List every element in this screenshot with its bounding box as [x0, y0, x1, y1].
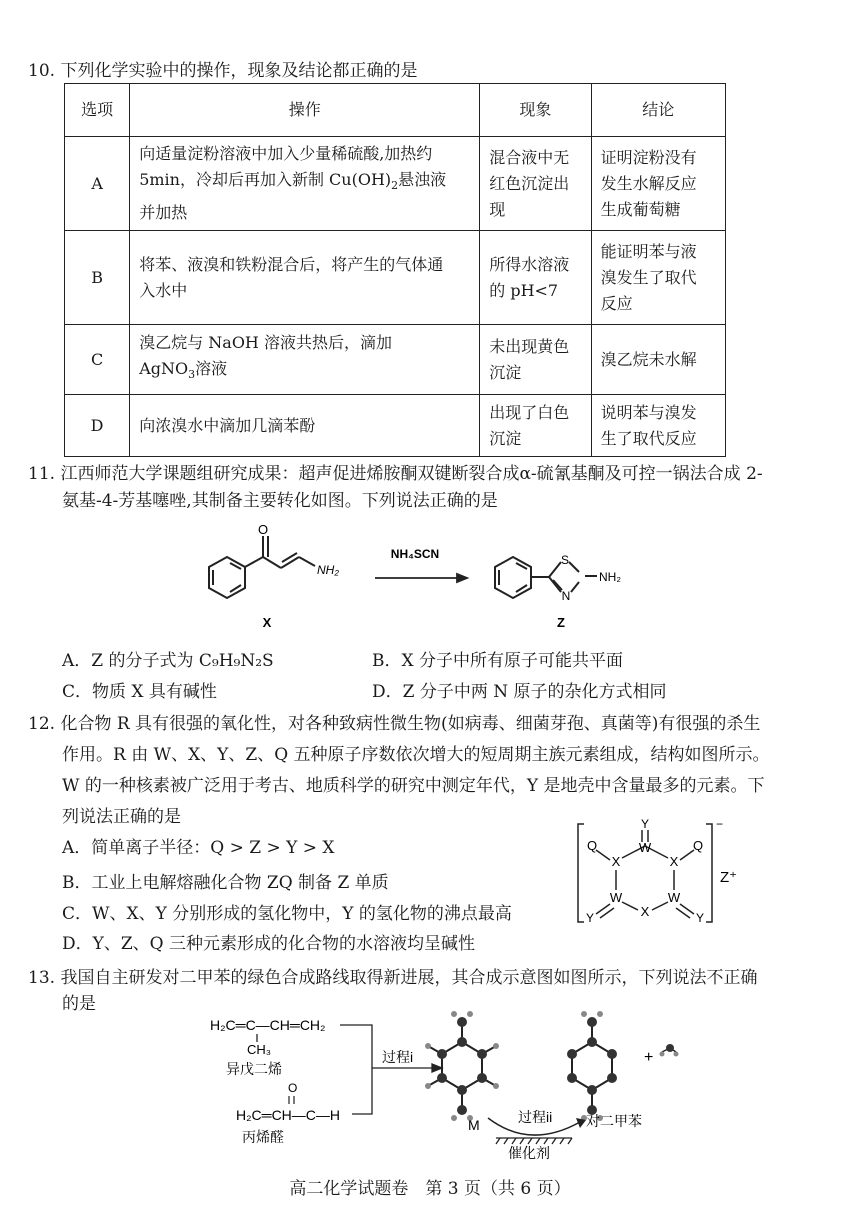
atom-w-top: W — [638, 840, 652, 855]
acrolein-oxygen: O — [288, 1081, 298, 1095]
m-label: M — [468, 1117, 480, 1133]
isoprene-ch3: CH₃ — [247, 1042, 272, 1057]
q12-stem-line4: 列说法正确的是 — [62, 807, 181, 827]
row-operation: 将苯、液溴和铁粉混合后，将产生的气体通 入水中 — [130, 231, 480, 325]
atom-w-right: W — [667, 890, 681, 905]
page-footer: 高二化学试题卷 第 3 页（共 6 页） — [289, 1179, 571, 1199]
table-row — [65, 137, 726, 231]
row-phenomenon: 所得水溶液 的 pH<7 — [480, 231, 591, 325]
table-row — [65, 395, 726, 457]
row-phenomenon: 未出现黄色 沉淀 — [480, 325, 591, 395]
reagent-label: NH₄SCN — [390, 547, 440, 561]
atom-y-right: Y — [695, 911, 705, 925]
q11-stem-line1: 11. 江西师范大学课题组研究成果：超声促进烯胺酮双键断裂合成α-硫氰基酮及可控一锅法合成 2- — [28, 464, 763, 484]
q12-option-a: A．简单离子半径：Q > Z > Y > X — [62, 838, 335, 858]
q11-reaction-scheme — [195, 522, 655, 632]
q12-stem-line3: W 的一种核素被广泛用于考古、地质科学的研究中测定年代，Y 是地壳中含量最多的元素。下 — [62, 776, 765, 796]
atom-y-top: Y — [640, 818, 650, 831]
row-conclusion: 溴乙烷未水解 — [591, 325, 725, 395]
q10-stem: 10. 下列化学实验中的操作，现象及结论都正确的是 — [28, 61, 418, 81]
catalyst-surface — [496, 1138, 572, 1144]
q12-option-b: B．工业上电解熔融化合物 ZQ 制备 Z 单质 — [62, 873, 389, 893]
acrolein-name: 丙烯醛 — [242, 1129, 284, 1145]
table-header-row — [65, 84, 726, 137]
atom-x-bottom: X — [640, 904, 650, 919]
q12-structure — [570, 818, 770, 930]
x-nh2-label: NH₂ — [317, 563, 339, 577]
row-option: C — [65, 325, 130, 395]
catalyst-label: 催化剂 — [508, 1145, 550, 1160]
atom-q-left: Q — [586, 838, 598, 853]
row-operation: 向浓溴水中滴加几滴苯酚 — [130, 395, 480, 457]
q11-option-c: C．物质 X 具有碱性 — [62, 682, 217, 702]
q12-option-d: D．Y、Z、Q 三种元素形成的化合物的水溶液均呈碱性 — [62, 934, 476, 954]
q11-stem-line2: 氨基-4-芳基噻唑,其制备主要转化如图。下列说法正确的是 — [62, 491, 498, 511]
row-operation: 溴乙烷与 NaOH 溶液共热后，滴加 AgNO$_3$溶液 — [130, 325, 480, 395]
table-row — [65, 231, 726, 325]
z-nh2-label: NH₂ — [599, 570, 621, 584]
merge-bracket — [340, 1025, 442, 1114]
header-option: 选项 — [65, 84, 130, 137]
ring-sulfur: S — [560, 553, 570, 567]
process-ii-label: 过程ii — [518, 1109, 553, 1125]
q12-stem-line1: 12. 化合物 R 具有很强的氧化性，对各种致病性微生物(如病毒、细菌芽孢、真菌等)有很强的杀生 — [28, 714, 761, 734]
row-conclusion: 证明淀粉没有 发生水解反应 生成葡萄糖 — [591, 137, 725, 231]
row-option: A — [65, 137, 130, 231]
atom-x-left: X — [611, 854, 621, 869]
cation-label: Z⁺ — [720, 869, 738, 886]
atom-y-left: Y — [585, 911, 595, 925]
row-conclusion: 能证明苯与液 溴发生了取代 反应 — [591, 231, 725, 325]
water-molecule — [660, 1044, 679, 1057]
p-xylene-label: 对二甲苯 — [586, 1113, 642, 1129]
row-phenomenon: 混合液中无 红色沉淀出 现 — [480, 137, 591, 231]
q12-option-c: C．W、X、Y 分别形成的氢化物中，Y 的氢化物的沸点最高 — [62, 904, 512, 924]
header-phenomenon: 现象 — [480, 84, 591, 137]
plus-sign: + — [644, 1049, 654, 1066]
anion-charge: − — [716, 818, 724, 831]
header-operation: 操作 — [130, 84, 480, 137]
atom-x-right: X — [669, 854, 679, 869]
benzene-ring-x — [209, 536, 315, 598]
reaction-arrow — [375, 574, 467, 582]
process-i-label: 过程i — [382, 1049, 414, 1065]
atom-w-left: W — [609, 890, 623, 905]
table-row — [65, 325, 726, 395]
atom-q-right: Q — [692, 838, 704, 853]
row-conclusion: 说明苯与溴发 生了取代反应 — [591, 395, 725, 457]
q11-option-b: B．X 分子中所有原子可能共平面 — [372, 651, 623, 671]
q13-stem-line2: 的是 — [62, 994, 96, 1014]
ring-nitrogen: N — [561, 589, 571, 603]
row-option: B — [65, 231, 130, 325]
q11-option-d: D．Z 分子中两 N 原子的杂化方式相同 — [372, 682, 667, 702]
thiazole-z — [495, 557, 597, 598]
z-label: Z — [557, 615, 565, 630]
molecule-p-xylene — [572, 1022, 612, 1110]
x-label: X — [262, 615, 272, 630]
q13-synthesis-scheme — [200, 1010, 720, 1160]
isoprene-formula: H₂C═C—CH═CH₂ — [210, 1017, 326, 1033]
acrolein-formula: H₂C═CH—C—H — [236, 1107, 341, 1123]
q12-stem-line2: 作用。R 由 W、X、Y、Z、Q 五种原子序数依次增大的短周期主族元素组成，结构如图所示。 — [62, 745, 770, 765]
row-phenomenon: 出现了白色 沉淀 — [480, 395, 591, 457]
row-operation: 向适量淀粉溶液中加入少量稀硫酸,加热约 5min，冷却后再加入新制 $Cu(OH)_2$悬浊液 并加热 — [130, 137, 480, 231]
row-option: D — [65, 395, 130, 457]
isoprene-name: 异戊二烯 — [226, 1061, 282, 1077]
q13-stem-line1: 13. 我国自主研发对二甲苯的绿色合成路线取得新进展，其合成示意图如图所示，下列说法不正确 — [28, 968, 758, 988]
q11-option-a: A．Z 的分子式为 C₉H₉N₂S — [62, 651, 274, 671]
x-oxygen: O — [257, 522, 269, 537]
q10-table — [64, 83, 726, 457]
header-conclusion: 结论 — [591, 84, 725, 137]
